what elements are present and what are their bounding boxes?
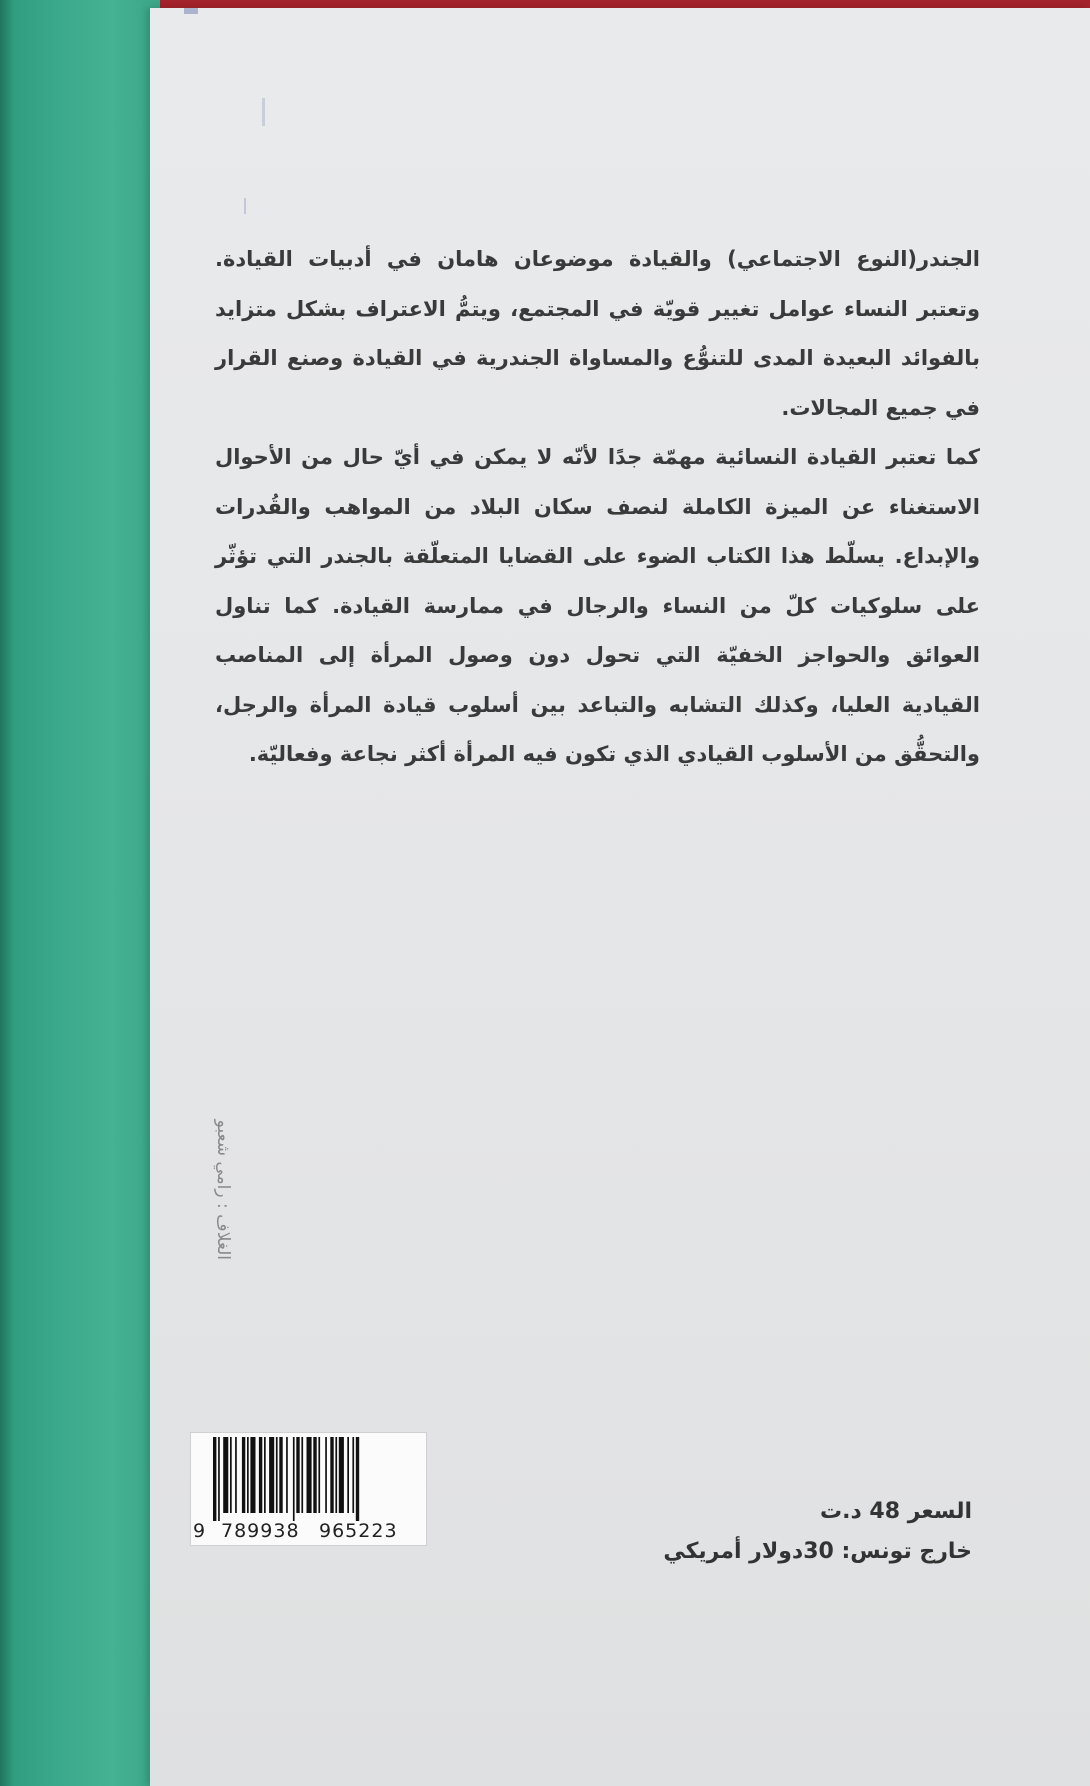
ink-mark (244, 198, 246, 214)
ink-mark (262, 98, 265, 126)
barcode-bars (199, 1437, 418, 1521)
barcode-bar (335, 1437, 337, 1513)
barcode-bar (339, 1437, 344, 1513)
barcode-bar (318, 1437, 320, 1513)
barcode-bar (235, 1437, 237, 1513)
barcode-bar (347, 1437, 349, 1513)
barcode-bar (307, 1437, 312, 1513)
cover-designer-credit: الغلاف : رامي شعبو (213, 1119, 233, 1260)
back-cover-blurb (215, 235, 980, 780)
barcode-bar (330, 1437, 333, 1513)
barcode-lead-digit: 9 (193, 1520, 206, 1542)
isbn-barcode (190, 1432, 427, 1546)
barcode-bar (279, 1437, 282, 1513)
price-local: السعر 48 د.ت (820, 1499, 972, 1524)
barcode-bar (313, 1437, 316, 1513)
barcode-bar (325, 1437, 327, 1513)
barcode-bar (242, 1437, 245, 1513)
barcode-bar (301, 1437, 303, 1513)
blurb-paragraph-2: كما تعتبر القيادة النسائية مهمّة جدًا لأنّه لا يمكن في أيّ حال من الأحوال الاستغناء عن الميزة الكاملة لنصف سكان البلاد من المواهب والقُدرات والإبداع. يسلّط هذا الكتاب الضوء على القضايا المتعلّقة بالجندر التي تؤثّر على سلوكيات كلّ من النساء والرجال في ممارسة القيادة. كما تناول العوائق والحواجز الخفيّة التي تحول دون وصول المرأة إلى المناصب القيادية العليا، وكذلك التشابه والتباعد بين أسلوب قيادة المرأة والرجل، والتحقُّق من الأسلوب القيادي الذي تكون فيه المرأة أكثر نجاعة وفعاليّة. (215, 445, 980, 766)
price-block (600, 1492, 972, 1572)
barcode-bar (352, 1437, 354, 1513)
barcode-bar (293, 1437, 295, 1521)
barcode-bar (269, 1437, 274, 1513)
spine-shadow (0, 0, 14, 1786)
barcode-group-2: 965223 (319, 1520, 398, 1542)
barcode-bar (286, 1437, 288, 1513)
barcode-bar (296, 1437, 299, 1513)
barcode-group-1: 789938 (221, 1520, 300, 1542)
ink-mark (184, 8, 198, 14)
barcode-bar (223, 1437, 228, 1513)
barcode-bar (264, 1437, 266, 1513)
barcode-bar (218, 1437, 220, 1521)
green-spine (0, 0, 160, 1786)
blurb-paragraph-1: الجندر(النوع الاجتماعي) والقيادة موضوعان هامان في أدبيات القيادة. وتعتبر النساء عوامل تغيير قويّة في المجتمع، ويتمُّ الاعتراف بشكل متزايد بالفوائد البعيدة المدى للتنوُّع والمساواة الجندرية في القيادة وصنع القرار في جميع المجالات. (215, 247, 980, 420)
price-abroad: خارج تونس: 30دولار أمريكي (663, 1539, 972, 1564)
barcode-bar (247, 1437, 249, 1513)
barcode-bar (250, 1437, 255, 1513)
barcode-bar (230, 1437, 232, 1513)
barcode-bar (259, 1437, 262, 1513)
barcode-bar (356, 1437, 359, 1521)
barcode-bar (213, 1437, 216, 1521)
barcode-bar (276, 1437, 278, 1513)
